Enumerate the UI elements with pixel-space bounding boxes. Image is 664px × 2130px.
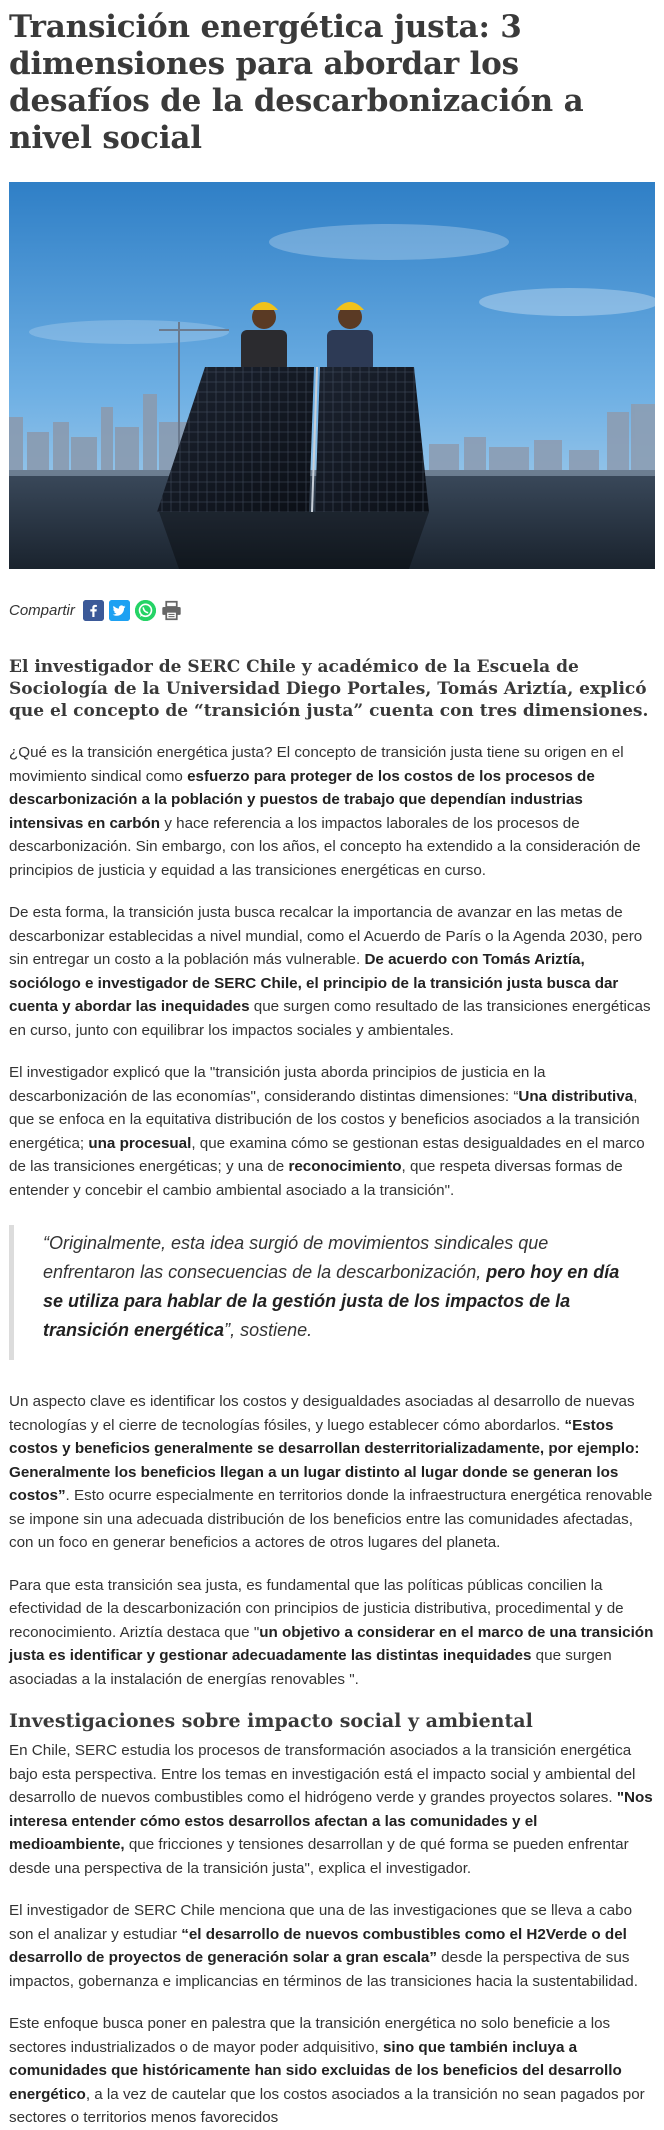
article-lead: El investigador de SERC Chile y académico de la Escuela de Sociología de la Universidad Diego Portales, Tomás Ariztía, explicó que el concepto de “transición justa” cuenta con tres dimensiones. <box>9 657 649 721</box>
paragraph-1: ¿Qué es la transición energética justa? El concepto de transición justa tiene su origen en el movimiento sindical como esfuerzo para proteger de los costos de los procesos de descarbonización a la población y puestos de trabajo que dependían industrias intensivas en carbón y hace referencia a los impactos laborales de los procesos de descarbonización. Sin embargo, con los años, el concepto ha extendido a la consideración de principios de justicia y equidad a las transiciones energéticas en curso. <box>9 744 641 879</box>
paragraph-3: El investigador explicó que la "transición justa aborda principios de justicia en la descarbonización de las economías", considerando distintas dimensiones: “Una distributiva, que se enfoca en la equitativa distribución de los costos y beneficios asociados a la transición energética; una procesual, que examina cómo se gestionan estas desigualdades en el marco de las transiciones energéticas; y una de reconocimiento, que respeta diversas formas de entender y concebir el cambio ambiental asociado a la transición". <box>9 1064 645 1199</box>
paragraph-4: Un aspecto clave es identificar los costos y desigualdades asociadas al desarrollo de nuevas tecnologías y el cierre de tecnologías fósiles, y luego establecer cómo abordarlos. “Estos costos y beneficios generalmente se desarrollan desterritorializadamente, por ejemplo: Generalmente los beneficios llegan a un lugar distinto al lugar donde se generan los costos”. Esto ocurre especialmente en territorios donde la infraestructura energética renovable se impone sin una adecuada distribución de los beneficios entre las comunidades afectadas, con un foco en generar beneficios a actores de otros lugares del planeta. <box>9 1393 653 1551</box>
print-icon[interactable] <box>161 600 182 621</box>
article <box>0 9 664 2130</box>
paragraph-5: Para que esta transición sea justa, es fundamental que las políticas públicas concilien la efectividad de la descarbonización con principios de justicia distributiva, procedimental y de reconocimiento. Ariztía destaca que "un objetivo a considerar en el marco de una transición justa es identificar y gestionar adecuadamente las distintas inequidades que surgen asociadas a la instalación de energías renovables ". <box>9 1576 654 1688</box>
paragraph-7: El investigador de SERC Chile menciona que una de las investigaciones que se lleva a cabo son el analizar y estudiar “el desarrollo de nuevos combustibles como el H2Verde o del desarrollo de proyectos de generación solar a gran escala” desde la perspectiva de sus impactos, gobernanza e implicancias en términos de las transiciones hacia la sustentabilidad. <box>9 1902 638 1990</box>
twitter-icon[interactable] <box>109 600 130 621</box>
article-title: Transición energética justa: 3 dimensiones para abordar los desafíos de la descarbonización a nivel social <box>9 9 584 156</box>
paragraph-6: En Chile, SERC estudia los procesos de transformación asociados a la transición energética bajo esta perspectiva. Entre los temas en investigación está el impacto social y ambiental del desarrollo de nuevos combustibles como el hidrógeno verde y grandes proyectos solares. "Nos interesa entender cómo estos desarrollos afectan a las comunidades y el medioambiente, que fricciones y tensiones desarrollan y de qué forma se pueden enfrentar desde una perspectiva de la transición justa", explica el investigador. <box>9 1742 653 1877</box>
pull-quote: “Originalmente, esta idea surgió de movimientos sindicales que enfrentaron las consecuencias de la descarbonización, pero hoy en día se utiliza para hablar de la gestión justa de los impactos de la transición energética”, sostiene. <box>9 1225 655 1360</box>
hero-image <box>9 182 655 569</box>
share-bar <box>9 595 655 625</box>
facebook-icon[interactable] <box>83 600 104 621</box>
paragraph-8: Este enfoque busca poner en palestra que la transición energética no solo beneficie a los sectores industrializados o de mayor poder adquisitivo, sino que también incluya a comunidades que históricamente han sido excluidas de los beneficios del desarrollo energético, a la vez de cautelar que los costos asociados a la transición no sean pagados por sectores o territorios menos favorecidos <box>9 2015 645 2126</box>
section-heading: Investigaciones sobre impacto social y ambiental <box>9 1710 533 1732</box>
share-label: Compartir <box>9 601 75 619</box>
whatsapp-icon[interactable] <box>135 600 156 621</box>
paragraph-2: De esta forma, la transición justa busca recalcar la importancia de avanzar en las metas de descarbonizar establecidas a nivel mundial, como el Acuerdo de París o la Agenda 2030, pero sin entregar un costo a la población más vulnerable. De acuerdo con Tomás Ariztía, sociólogo e investigador de SERC Chile, el principio de la transición justa busca dar cuenta y abordar las inequidades que surgen como resultado de las transiciones energéticas en curso, junto con equilibrar los impactos sociales y ambientales. <box>9 904 651 1039</box>
